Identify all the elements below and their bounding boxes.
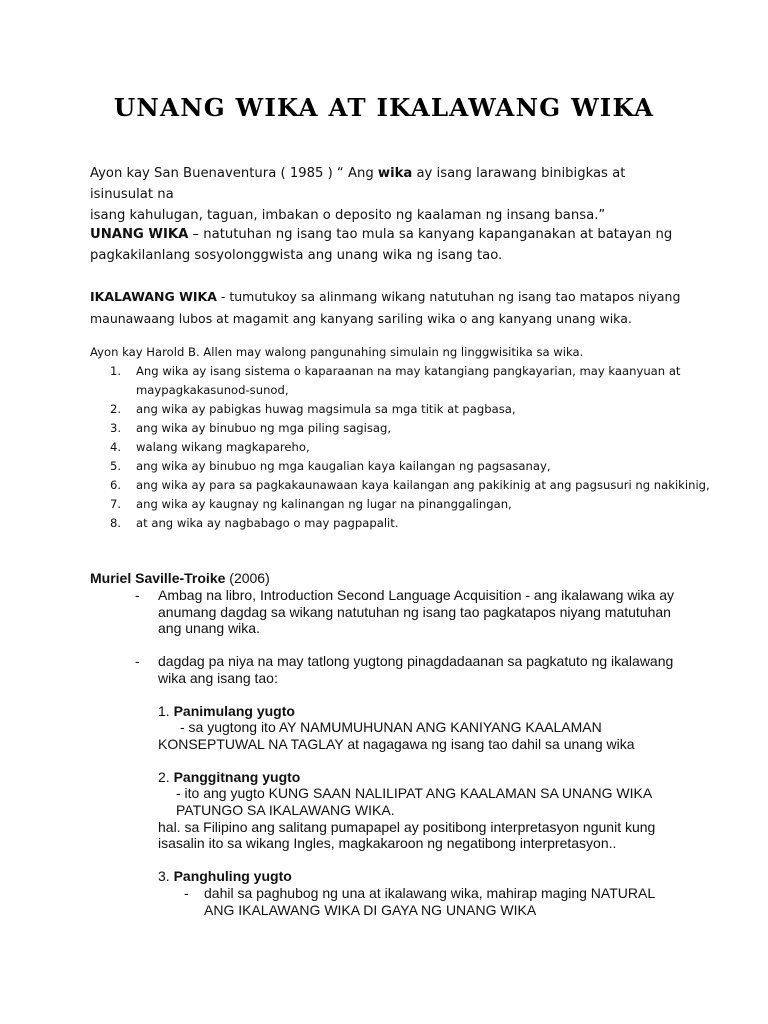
stage-line: KONSEPTUWAL NA TAGLAY at nagagawa ng isang tao dahil sa unang wika [158,735,635,752]
stage-line: isasalin ito sa wikang Ingles, magkakaroon ng negatibong interpretasyon.. [158,835,617,852]
list-item-number: 4. [110,440,122,454]
saville-bullet [90,653,690,686]
stage-name: Panimulang yugto [173,702,295,719]
dash-marker: - [135,653,140,670]
list-item [90,495,710,514]
stage-heading [158,703,690,720]
list-item-text: walang wikang magkapareho, [136,440,310,454]
stage-line: - sa yugtong ito AY NAMUMUHUNAN ANG KANIYANG KAALAMAN [180,719,602,736]
unang-wika-term: UNANG WIKA [90,227,189,242]
unang-wika-line-2: pagkakilanlang sosyolonggwista ang unang wika ng isang tao. [90,248,503,263]
saville-bullet [90,587,690,637]
unang-wika-definition [90,224,690,266]
list-item-number: 2. [110,402,122,416]
bullet-line: dagdag pa niya na may tatlong yugtong pinagdadaanan sa pagkatuto ng ikalawang [158,653,674,670]
stage-line: - ito ang yugto KUNG SAAN NALILIPAT ANG KAALAMAN SA UNANG WIKA [176,785,653,802]
stage-name: Panggitnang yugto [173,768,301,785]
list-item-text: ang wika ay binubuo ng mga piling sagisag, [136,421,392,435]
saville-troike-section [90,570,690,918]
author-year: (2006) [225,570,270,586]
bullet-line: wika ang isang tao: [158,669,278,686]
list-item [90,457,710,476]
page-title: UNANG WIKA AT IKALAWANG WIKA [113,93,655,122]
list-item-text: ang wika ay pabigkas huwag magsimula sa mga titik at pagbasa, [136,402,516,416]
allen-intro: Ayon kay Harold B. Allen may walong pangunahing simulain ng linggwisitika sa wika. [90,345,584,359]
saville-troike-heading [90,570,690,587]
stage-line: dahil sa paghubog ng una at ikalawang wika, mahirap maging NATURAL [204,884,656,901]
bullet-line: ang unang wika. [158,620,260,637]
ikalawang-wika-line-2: maunawaang lubos at magamit ang kanyang sariling wika o ang kanyang unang wika. [90,311,632,326]
stage-heading [158,868,690,885]
author-name: Muriel Saville-Troike [90,570,226,586]
unang-wika-line-1 [90,224,690,245]
ikalawang-wika-definition [90,286,700,330]
ikalawang-wika-term: IKALAWANG WIKA [90,289,217,304]
allen-section [90,343,710,533]
stage-heading [158,769,690,786]
list-item-text: ang wika ay binubuo ng mga kaugalian kaya kailangan ng pagsasanay, [136,459,551,473]
intro-line-1-start: Ayon kay San Buenaventura ( 1985 ) “ Ang [90,166,378,181]
list-item [90,419,710,438]
list-item-number: 7. [110,497,122,511]
unang-wika-line-1-text: – natutuhan ng isang tao mula sa kanyang kapanganakan at batayan ng [188,227,673,242]
list-item [90,362,710,400]
list-item [90,476,710,495]
stage-number: 2. [158,768,174,785]
bullet-line: Ambag na libro, Introduction Second Language Acquisition - ang ikalawang wika ay [158,587,674,603]
list-item-number: 8. [110,516,122,530]
allen-principles-list [90,362,710,533]
list-item [90,438,710,457]
dash-marker: - [135,587,140,603]
stage-number: 3. [158,868,174,885]
list-item [90,400,710,419]
stage-3 [90,868,690,918]
stage-1 [90,703,690,753]
intro-paragraph [90,163,690,226]
bullet-line: anumang dagdag sa wikang natutuhan ng isang tao pagkatapos niyang matutuhan [158,603,671,620]
stage-2 [90,769,690,853]
list-item-number: 1. [110,364,122,378]
list-item-text: ang wika ay para sa pagkakaunawaan kaya kailangan ang pakikinig at ang pagsusuri ng nakikinig, [136,478,710,492]
list-item-number: 6. [110,478,122,492]
stage-bullet [158,885,690,918]
intro-line-2: isang kahulugan, taguan, imbakan o deposito ng kaalaman ng insang bansa.” [90,208,606,223]
intro-bold-word: wika [377,166,413,181]
list-item-number: 3. [110,421,122,435]
stage-line: hal. sa Filipino ang salitang pumapapel ay positibong interpretasyon ngunit kung [158,818,656,835]
list-item [90,514,710,533]
list-item-text: at ang wika ay nagbabago o may pagpapalit. [136,516,399,530]
ikalawang-wika-line-1 [90,286,700,308]
ikalawang-wika-line-1-text: - tumutukoy sa alinmang wikang natutuhan ng isang tao matapos niyang [216,289,681,304]
stage-line: PATUNGO SA IKALAWANG WIKA. [176,802,395,819]
list-item-number: 5. [110,459,122,473]
stage-line: ANG IKALAWANG WIKA DI GAYA NG UNANG WIKA [204,901,537,918]
list-item-text-continued: maypagkakasunod-sunod, [136,383,289,397]
stage-number: 1. [158,702,174,719]
stage-name: Panghuling yugto [173,868,292,885]
intro-line-1-end: ay isang larawang binibigkas at isinusulat na [90,166,626,202]
intro-line-1 [90,163,690,205]
dash-marker: - [184,884,189,901]
list-item-text: ang wika ay kaugnay ng kalinangan ng lugar na pinanggalingan, [136,497,512,511]
list-item-text: Ang wika ay isang sistema o kaparaanan na may katangiang pangkayarian, may kaanyuan at [136,364,681,378]
